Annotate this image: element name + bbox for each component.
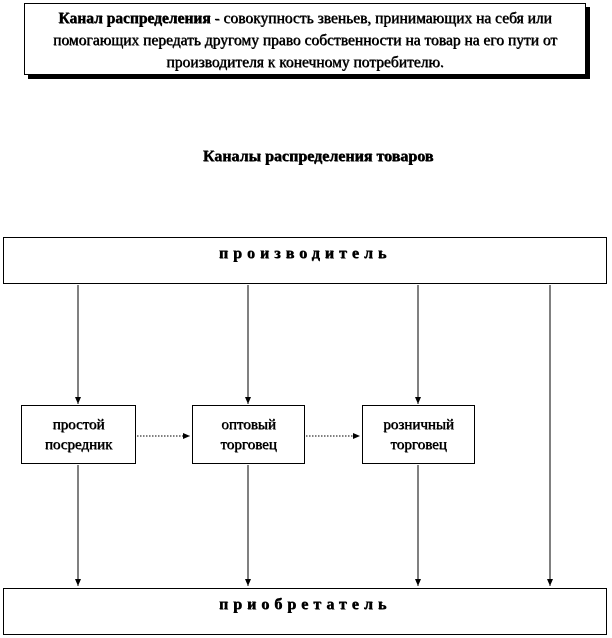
buyer-box: приобретатель (3, 588, 607, 635)
producer-box: производитель (3, 237, 607, 284)
diagram-title: Каналы распределения товаров (202, 148, 434, 165)
definition-text: - совокупность звеньев, принимающих на себя или помогающих передать другому право собственности на товар на его пути от производителя к конечному потребителю. (52, 10, 558, 71)
wholesaler-line1: оптовый (221, 416, 276, 433)
definition-term: Канал распределения (58, 10, 211, 27)
retailer-line2: торговец (390, 436, 447, 453)
wholesaler-line2: торговец (220, 436, 277, 453)
retailer-line1: розничный (383, 416, 454, 433)
simple-intermediary-line1: простой (52, 416, 105, 433)
simple-intermediary-line2: посредник (44, 436, 113, 453)
